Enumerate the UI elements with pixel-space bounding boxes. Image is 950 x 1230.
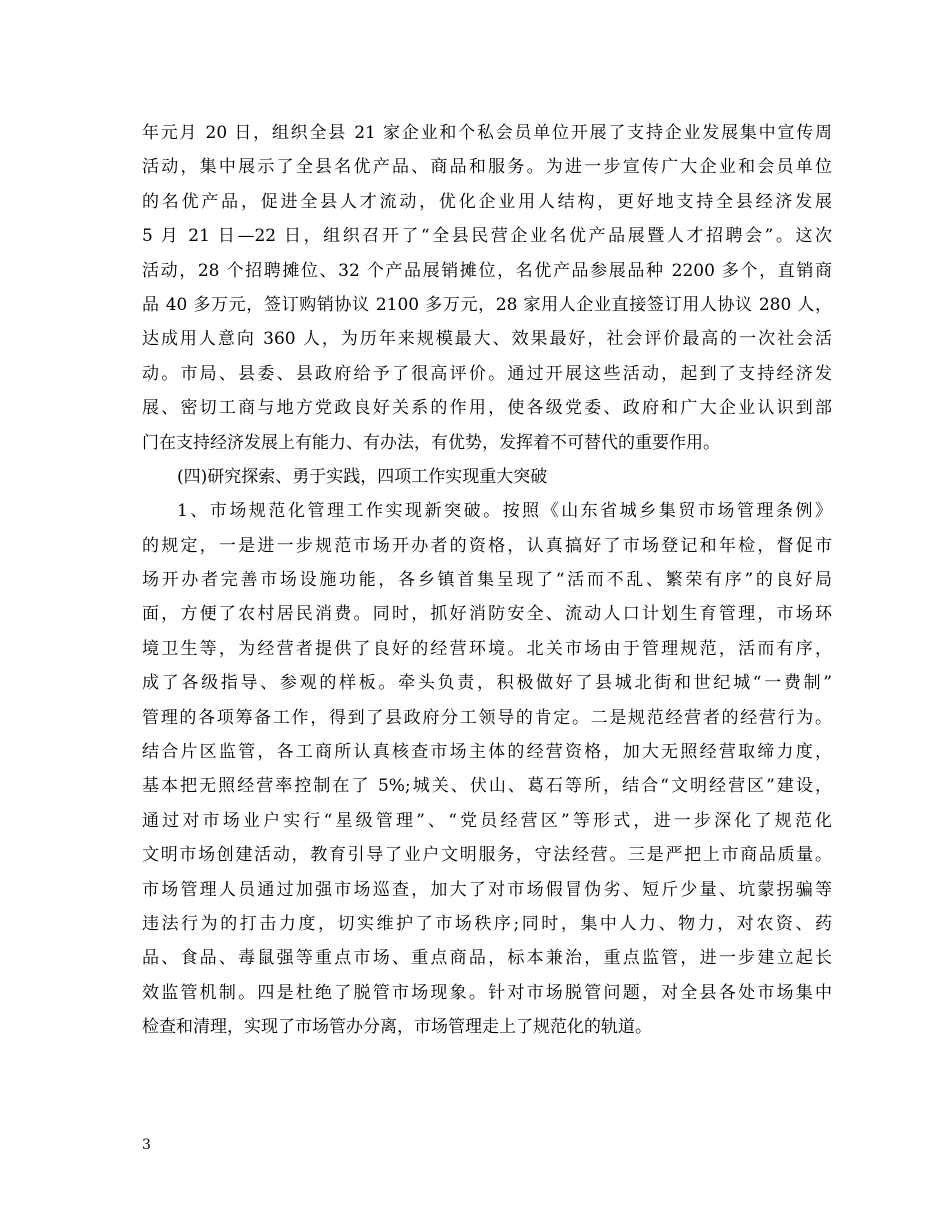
text-line: 品、食品、毒鼠强等重点市场、重点商品，标本兼治，重点监管，进一步建立起长 bbox=[142, 948, 832, 969]
text-line: 品 40 多万元，签订购销协议 2100 多万元，28 家用人企业直接签订用人协议 280 人， bbox=[142, 294, 832, 315]
paragraph bbox=[142, 494, 832, 1044]
page-number: 3 bbox=[142, 1137, 151, 1153]
text-line: 场开办者完善市场设施功能，各乡镇首集呈现了“活而不乱、繁荣有序”的良好局 bbox=[142, 570, 832, 591]
text-line: 展、密切工商与地方党政良好关系的作用，使各级党委、政府和广大企业认识到部 bbox=[142, 398, 832, 419]
text-line: 年元月 20 日，组织全县 21 家企业和个私会员单位开展了支持企业发展集中宣传周 bbox=[142, 123, 832, 143]
text-line: 境卫生等，为经营者提供了良好的经营环境。北关市场由于管理规范，活而有序， bbox=[142, 638, 832, 659]
text-line: 基本把无照经营率控制在了 5%;城关、伏山、葛石等所，结合“文明经营区”建设， bbox=[142, 776, 832, 797]
text-line: 面，方便了农村居民消费。同时，抓好消防安全、流动人口计划生育管理，市场环 bbox=[142, 604, 832, 625]
text-line: 文明市场创建活动，教育引导了业户文明服务，守法经营。三是严把上市商品质量。 bbox=[142, 845, 832, 866]
text-line: 活动，集中展示了全县名优产品、商品和服务。为进一步宣传广大企业和会员单位 bbox=[142, 157, 832, 178]
document-body bbox=[142, 116, 832, 1045]
text-line: 成了各级指导、参观的样板。牵头负责，积极做好了县城北街和世纪城“一费制” bbox=[142, 673, 832, 694]
text-line: (四)研究探索、勇于实践，四项工作实现重大突破 bbox=[177, 466, 548, 487]
text-line: 违法行为的打击力度，切实维护了市场秩序;同时，集中人力、物力，对农资、药 bbox=[142, 913, 832, 934]
text-line: 达成用人意向 360 人，为历年来规模最大、效果最好，社会评价最高的一次社会活 bbox=[142, 329, 832, 350]
text-line: 的规定，一是进一步规范市场开办者的资格，认真搞好了市场登记和年检，督促市 bbox=[142, 535, 832, 556]
text-line: 动。市局、县委、县政府给予了很高评价。通过开展这些活动，起到了支持经济发 bbox=[142, 363, 832, 384]
text-line: 管理的各项筹备工作，得到了县政府分工领导的肯定。二是规范经营者的经营行为。 bbox=[142, 707, 832, 728]
text-line: 结合片区监管，各工商所认真核查市场主体的经营资格，加大无照经营取缔力度， bbox=[142, 742, 832, 763]
paragraph bbox=[142, 460, 832, 494]
text-line: 门在支持经济发展上有能力、有办法，有优势，发挥着不可替代的重要作用。 bbox=[142, 432, 720, 453]
text-line: 活动，28 个招聘摊位、32 个产品展销摊位，名优产品参展品种 2200 多个，直销商 bbox=[142, 260, 832, 281]
text-line: 市场管理人员通过加强市场巡查，加大了对市场假冒伪劣、短斤少量、坑蒙拐骗等 bbox=[142, 879, 832, 900]
text-line: 1、市场规范化管理工作实现新突破。按照《山东省城乡集贸市场管理条例》 bbox=[177, 501, 832, 522]
paragraph bbox=[142, 116, 832, 460]
text-line: 效监管机制。四是杜绝了脱管市场现象。针对市场脱管问题，对全县各处市场集中 bbox=[142, 982, 832, 1003]
text-line: 5 月 21 日—22 日，组织召开了“全县民营企业名优产品展暨人才招聘会”。这次 bbox=[142, 226, 832, 247]
text-line: 的名优产品，促进全县人才流动，优化企业用人结构，更好地支持全县经济发展 bbox=[142, 191, 832, 212]
text-line: 检查和清理，实现了市场管办分离，市场管理走上了规范化的轨道。 bbox=[142, 1017, 652, 1038]
text-line: 通过对市场业户实行“星级管理”、“党员经营区”等形式，进一步深化了规范化 bbox=[142, 810, 832, 831]
